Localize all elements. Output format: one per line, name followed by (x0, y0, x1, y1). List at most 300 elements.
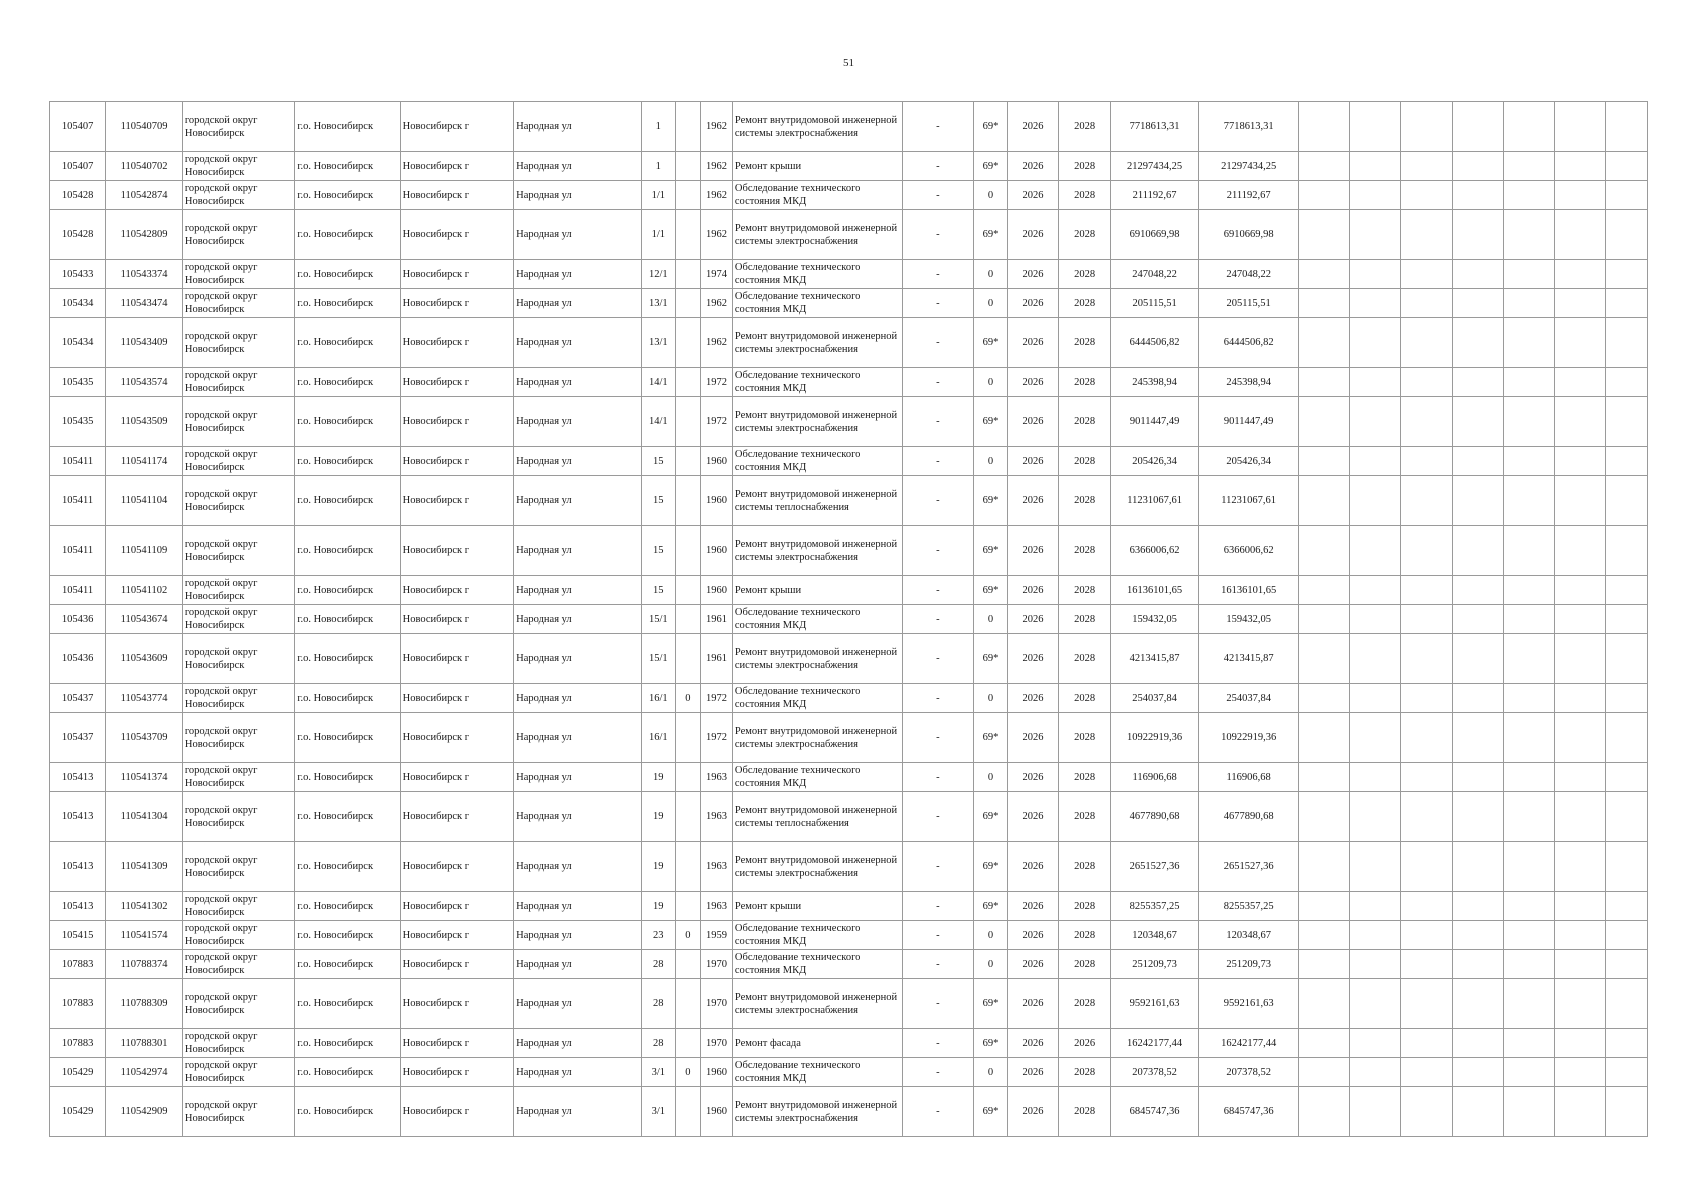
cell-empty (1554, 950, 1605, 979)
cell-city: Новосибирск г (400, 289, 513, 318)
cell-empty (1503, 713, 1554, 763)
cell-work-id: 110542874 (106, 181, 183, 210)
cell-wear: 0 (974, 921, 1008, 950)
cell-empty (1452, 605, 1503, 634)
cell-empty (1452, 634, 1503, 684)
cell-empty (1452, 526, 1503, 576)
cell-cost-total: 16136101,65 (1111, 576, 1199, 605)
cell-empty (1452, 684, 1503, 713)
cell-empty (1605, 368, 1647, 397)
cell-municipality: городской округ Новосибирск (182, 763, 294, 792)
cell-cost-regional: 254037,84 (1199, 684, 1299, 713)
cell-street: Народная ул (514, 260, 642, 289)
cell-empty (1401, 892, 1452, 921)
cell-record-id: 105411 (50, 576, 106, 605)
table-row (50, 318, 1648, 368)
cell-year-built: 1963 (701, 763, 733, 792)
cell-empty (1503, 576, 1554, 605)
cell-municipality: городской округ Новосибирск (182, 260, 294, 289)
cell-year-end: 2028 (1059, 397, 1111, 447)
cell-work-type: Ремонт крыши (732, 576, 902, 605)
cell-empty (1350, 576, 1401, 605)
cell-year-built: 1960 (701, 526, 733, 576)
cell-record-id: 105428 (50, 210, 106, 260)
cell-cost-regional: 205115,51 (1199, 289, 1299, 318)
cell-cost-regional: 120348,67 (1199, 921, 1299, 950)
cell-street: Народная ул (514, 526, 642, 576)
cell-year-built: 1962 (701, 181, 733, 210)
cell-empty (1605, 979, 1647, 1029)
cell-building (675, 181, 701, 210)
table-row (50, 1087, 1648, 1137)
cell-empty (1605, 950, 1647, 979)
cell-empty (1605, 260, 1647, 289)
cell-house: 15/1 (641, 605, 675, 634)
cell-cost-total: 254037,84 (1111, 684, 1199, 713)
cell-cost-regional: 251209,73 (1199, 950, 1299, 979)
cell-building (675, 763, 701, 792)
cell-cost-regional: 2651527,36 (1199, 842, 1299, 892)
cell-dash: - (902, 526, 974, 576)
table-row (50, 634, 1648, 684)
cell-record-id: 105407 (50, 152, 106, 181)
cell-empty (1350, 979, 1401, 1029)
cell-work-type: Ремонт внутридомовой инженерной системы электроснабжения (732, 102, 902, 152)
cell-work-type: Ремонт внутридомовой инженерной системы электроснабжения (732, 842, 902, 892)
cell-building (675, 526, 701, 576)
cell-cost-regional: 245398,94 (1199, 368, 1299, 397)
cell-empty (1452, 476, 1503, 526)
cell-work-type: Обследование технического состояния МКД (732, 447, 902, 476)
cell-record-id: 107883 (50, 1029, 106, 1058)
cell-street: Народная ул (514, 1087, 642, 1137)
cell-dash: - (902, 447, 974, 476)
cell-city: Новосибирск г (400, 921, 513, 950)
cell-cost-regional: 205426,34 (1199, 447, 1299, 476)
cell-year-start: 2026 (1007, 476, 1058, 526)
cell-year-end: 2028 (1059, 713, 1111, 763)
cell-year-built: 1962 (701, 152, 733, 181)
cell-empty (1605, 842, 1647, 892)
cell-record-id: 105437 (50, 684, 106, 713)
cell-municipality: городской округ Новосибирск (182, 181, 294, 210)
cell-municipality: городской округ Новосибирск (182, 1029, 294, 1058)
cell-district: г.о. Новосибирск (295, 634, 400, 684)
cell-empty (1350, 842, 1401, 892)
cell-work-id: 110542809 (106, 210, 183, 260)
table-row (50, 763, 1648, 792)
cell-empty (1350, 634, 1401, 684)
cell-work-id: 110543409 (106, 318, 183, 368)
cell-work-id: 110540709 (106, 102, 183, 152)
cell-empty (1554, 368, 1605, 397)
cell-empty (1554, 260, 1605, 289)
cell-work-id: 110541304 (106, 792, 183, 842)
cell-empty (1605, 397, 1647, 447)
cell-building (675, 152, 701, 181)
cell-city: Новосибирск г (400, 763, 513, 792)
cell-year-end: 2028 (1059, 950, 1111, 979)
cell-municipality: городской округ Новосибирск (182, 289, 294, 318)
cell-year-built: 1960 (701, 576, 733, 605)
cell-building (675, 792, 701, 842)
cell-house: 19 (641, 892, 675, 921)
cell-cost-regional: 21297434,25 (1199, 152, 1299, 181)
cell-empty (1452, 447, 1503, 476)
cell-empty (1554, 152, 1605, 181)
cell-dash: - (902, 792, 974, 842)
cell-empty (1554, 102, 1605, 152)
cell-empty (1401, 713, 1452, 763)
cell-house: 19 (641, 792, 675, 842)
cell-empty (1605, 102, 1647, 152)
cell-work-type: Обследование технического состояния МКД (732, 684, 902, 713)
cell-empty (1350, 713, 1401, 763)
cell-municipality: городской округ Новосибирск (182, 979, 294, 1029)
cell-work-id: 110543774 (106, 684, 183, 713)
cell-building: 0 (675, 921, 701, 950)
cell-year-start: 2026 (1007, 605, 1058, 634)
cell-wear: 0 (974, 950, 1008, 979)
cell-empty (1299, 950, 1350, 979)
cell-city: Новосибирск г (400, 634, 513, 684)
cell-empty (1503, 318, 1554, 368)
cell-empty (1503, 763, 1554, 792)
cell-work-type: Ремонт внутридомовой инженерной системы электроснабжения (732, 210, 902, 260)
cell-street: Народная ул (514, 1029, 642, 1058)
table-row (50, 447, 1648, 476)
cell-building (675, 397, 701, 447)
cell-dash: - (902, 318, 974, 368)
cell-district: г.о. Новосибирск (295, 576, 400, 605)
cell-dash: - (902, 684, 974, 713)
table-body (50, 102, 1648, 1137)
cell-empty (1605, 921, 1647, 950)
cell-empty (1299, 634, 1350, 684)
cell-building (675, 713, 701, 763)
cell-wear: 0 (974, 1058, 1008, 1087)
cell-empty (1452, 921, 1503, 950)
cell-house: 28 (641, 950, 675, 979)
cell-municipality: городской округ Новосибирск (182, 1087, 294, 1137)
cell-wear: 0 (974, 684, 1008, 713)
cell-building (675, 260, 701, 289)
cell-empty (1554, 842, 1605, 892)
cell-district: г.о. Новосибирск (295, 447, 400, 476)
cell-record-id: 105437 (50, 713, 106, 763)
cell-street: Народная ул (514, 950, 642, 979)
table-row (50, 210, 1648, 260)
cell-dash: - (902, 763, 974, 792)
cell-wear: 0 (974, 368, 1008, 397)
cell-municipality: городской округ Новосибирск (182, 684, 294, 713)
cell-record-id: 105428 (50, 181, 106, 210)
cell-year-start: 2026 (1007, 1029, 1058, 1058)
cell-city: Новосибирск г (400, 102, 513, 152)
cell-city: Новосибирск г (400, 842, 513, 892)
cell-empty (1605, 181, 1647, 210)
cell-year-built: 1960 (701, 447, 733, 476)
cell-empty (1350, 605, 1401, 634)
cell-city: Новосибирск г (400, 260, 513, 289)
cell-empty (1299, 476, 1350, 526)
cell-year-built: 1972 (701, 368, 733, 397)
cell-empty (1401, 289, 1452, 318)
cell-house: 3/1 (641, 1058, 675, 1087)
cell-wear: 0 (974, 181, 1008, 210)
cell-year-built: 1960 (701, 476, 733, 526)
cell-record-id: 105429 (50, 1058, 106, 1087)
cell-empty (1503, 181, 1554, 210)
cell-year-start: 2026 (1007, 634, 1058, 684)
cell-record-id: 105436 (50, 605, 106, 634)
cell-street: Народная ул (514, 1058, 642, 1087)
cell-dash: - (902, 979, 974, 1029)
cell-district: г.о. Новосибирск (295, 368, 400, 397)
cell-empty (1299, 210, 1350, 260)
cell-empty (1401, 476, 1452, 526)
cell-year-start: 2026 (1007, 447, 1058, 476)
cell-work-type: Обследование технического состояния МКД (732, 260, 902, 289)
cell-year-start: 2026 (1007, 181, 1058, 210)
cell-year-built: 1970 (701, 979, 733, 1029)
cell-house: 1 (641, 102, 675, 152)
cell-street: Народная ул (514, 102, 642, 152)
cell-municipality: городской округ Новосибирск (182, 368, 294, 397)
cell-wear: 0 (974, 763, 1008, 792)
cell-work-id: 110788309 (106, 979, 183, 1029)
cell-empty (1299, 979, 1350, 1029)
cell-work-type: Ремонт внутридомовой инженерной системы электроснабжения (732, 979, 902, 1029)
cell-empty (1350, 526, 1401, 576)
cell-dash: - (902, 1029, 974, 1058)
cell-work-type: Ремонт фасада (732, 1029, 902, 1058)
cell-empty (1554, 1087, 1605, 1137)
cell-cost-total: 9592161,63 (1111, 979, 1199, 1029)
cell-empty (1503, 634, 1554, 684)
cell-year-end: 2026 (1059, 1029, 1111, 1058)
cell-empty (1452, 1029, 1503, 1058)
cell-empty (1299, 713, 1350, 763)
cell-empty (1605, 684, 1647, 713)
cell-empty (1452, 950, 1503, 979)
cell-year-end: 2028 (1059, 476, 1111, 526)
table-row (50, 476, 1648, 526)
cell-empty (1554, 576, 1605, 605)
cell-empty (1503, 684, 1554, 713)
cell-district: г.о. Новосибирск (295, 921, 400, 950)
cell-year-start: 2026 (1007, 1058, 1058, 1087)
cell-year-start: 2026 (1007, 102, 1058, 152)
cell-empty (1554, 289, 1605, 318)
table-row (50, 605, 1648, 634)
cell-wear: 0 (974, 447, 1008, 476)
cell-year-end: 2028 (1059, 979, 1111, 1029)
cell-record-id: 105407 (50, 102, 106, 152)
cell-municipality: городской округ Новосибирск (182, 892, 294, 921)
cell-year-start: 2026 (1007, 289, 1058, 318)
cell-wear: 69* (974, 526, 1008, 576)
cell-empty (1452, 763, 1503, 792)
cell-empty (1299, 921, 1350, 950)
cell-dash: - (902, 397, 974, 447)
cell-work-id: 110541109 (106, 526, 183, 576)
cell-empty (1299, 576, 1350, 605)
cell-cost-total: 6910669,98 (1111, 210, 1199, 260)
cell-house: 16/1 (641, 684, 675, 713)
table-row (50, 792, 1648, 842)
cell-empty (1554, 979, 1605, 1029)
table-row (50, 260, 1648, 289)
cell-street: Народная ул (514, 210, 642, 260)
cell-empty (1554, 447, 1605, 476)
cell-wear: 69* (974, 102, 1008, 152)
cell-empty (1299, 842, 1350, 892)
cell-year-end: 2028 (1059, 921, 1111, 950)
cell-empty (1401, 921, 1452, 950)
cell-empty (1554, 634, 1605, 684)
cell-dash: - (902, 102, 974, 152)
cell-empty (1605, 210, 1647, 260)
cell-empty (1452, 318, 1503, 368)
cell-work-type: Ремонт внутридомовой инженерной системы электроснабжения (732, 1087, 902, 1137)
cell-city: Новосибирск г (400, 526, 513, 576)
cell-work-id: 110543509 (106, 397, 183, 447)
cell-building (675, 979, 701, 1029)
cell-building (675, 892, 701, 921)
cell-empty (1605, 526, 1647, 576)
cell-cost-total: 211192,67 (1111, 181, 1199, 210)
cell-year-start: 2026 (1007, 368, 1058, 397)
cell-empty (1350, 260, 1401, 289)
cell-municipality: городской округ Новосибирск (182, 318, 294, 368)
cell-record-id: 105435 (50, 397, 106, 447)
cell-empty (1350, 476, 1401, 526)
cell-municipality: городской округ Новосибирск (182, 713, 294, 763)
cell-cost-regional: 9592161,63 (1199, 979, 1299, 1029)
cell-work-type: Ремонт внутридомовой инженерной системы теплоснабжения (732, 792, 902, 842)
cell-empty (1350, 892, 1401, 921)
cell-empty (1401, 152, 1452, 181)
cell-cost-total: 6444506,82 (1111, 318, 1199, 368)
cell-empty (1605, 476, 1647, 526)
cell-empty (1503, 921, 1554, 950)
cell-cost-total: 4213415,87 (1111, 634, 1199, 684)
cell-empty (1299, 260, 1350, 289)
cell-year-start: 2026 (1007, 152, 1058, 181)
cell-empty (1452, 792, 1503, 842)
cell-empty (1503, 368, 1554, 397)
cell-street: Народная ул (514, 763, 642, 792)
cell-empty (1554, 684, 1605, 713)
cell-year-end: 2028 (1059, 792, 1111, 842)
cell-dash: - (902, 1058, 974, 1087)
cell-empty (1503, 476, 1554, 526)
cell-municipality: городской округ Новосибирск (182, 526, 294, 576)
cell-street: Народная ул (514, 152, 642, 181)
cell-empty (1299, 763, 1350, 792)
cell-dash: - (902, 260, 974, 289)
cell-empty (1401, 447, 1452, 476)
table-row (50, 152, 1648, 181)
table-row (50, 979, 1648, 1029)
cell-work-type: Обследование технического состояния МКД (732, 921, 902, 950)
table-row (50, 1058, 1648, 1087)
cell-record-id: 105411 (50, 476, 106, 526)
cell-municipality: городской округ Новосибирск (182, 102, 294, 152)
cell-wear: 69* (974, 576, 1008, 605)
cell-house: 28 (641, 1029, 675, 1058)
table-row (50, 576, 1648, 605)
cell-district: г.о. Новосибирск (295, 260, 400, 289)
cell-empty (1350, 684, 1401, 713)
cell-work-type: Ремонт крыши (732, 152, 902, 181)
cell-house: 13/1 (641, 289, 675, 318)
cell-empty (1350, 1029, 1401, 1058)
cell-cost-total: 6845747,36 (1111, 1087, 1199, 1137)
cell-work-id: 110543474 (106, 289, 183, 318)
cell-house: 12/1 (641, 260, 675, 289)
cell-district: г.о. Новосибирск (295, 526, 400, 576)
cell-city: Новосибирск г (400, 684, 513, 713)
cell-street: Народная ул (514, 842, 642, 892)
cell-district: г.о. Новосибирск (295, 1058, 400, 1087)
table-row (50, 921, 1648, 950)
cell-empty (1554, 210, 1605, 260)
table-row (50, 892, 1648, 921)
cell-empty (1605, 605, 1647, 634)
cell-dash: - (902, 210, 974, 260)
cell-district: г.о. Новосибирск (295, 605, 400, 634)
cell-empty (1503, 792, 1554, 842)
cell-cost-total: 116906,68 (1111, 763, 1199, 792)
cell-cost-regional: 4213415,87 (1199, 634, 1299, 684)
cell-house: 15 (641, 476, 675, 526)
cell-building (675, 318, 701, 368)
cell-record-id: 105413 (50, 792, 106, 842)
cell-year-start: 2026 (1007, 792, 1058, 842)
cell-empty (1605, 447, 1647, 476)
cell-district: г.о. Новосибирск (295, 892, 400, 921)
cell-wear: 69* (974, 210, 1008, 260)
cell-empty (1605, 892, 1647, 921)
cell-house: 1/1 (641, 181, 675, 210)
cell-empty (1503, 397, 1554, 447)
cell-city: Новосибирск г (400, 447, 513, 476)
cell-municipality: городской округ Новосибирск (182, 210, 294, 260)
cell-house: 14/1 (641, 397, 675, 447)
cell-work-type: Ремонт внутридомовой инженерной системы теплоснабжения (732, 476, 902, 526)
cell-cost-total: 207378,52 (1111, 1058, 1199, 1087)
cell-dash: - (902, 634, 974, 684)
cell-empty (1350, 152, 1401, 181)
cell-wear: 69* (974, 634, 1008, 684)
cell-building (675, 289, 701, 318)
cell-empty (1554, 1058, 1605, 1087)
cell-house: 16/1 (641, 713, 675, 763)
cell-year-end: 2028 (1059, 842, 1111, 892)
cell-record-id: 105434 (50, 289, 106, 318)
cell-year-built: 1962 (701, 318, 733, 368)
cell-empty (1605, 289, 1647, 318)
cell-work-id: 110543609 (106, 634, 183, 684)
cell-city: Новосибирск г (400, 1029, 513, 1058)
cell-district: г.о. Новосибирск (295, 950, 400, 979)
cell-work-type: Обследование технического состояния МКД (732, 950, 902, 979)
cell-street: Народная ул (514, 368, 642, 397)
cell-empty (1299, 397, 1350, 447)
cell-municipality: городской округ Новосибирск (182, 792, 294, 842)
